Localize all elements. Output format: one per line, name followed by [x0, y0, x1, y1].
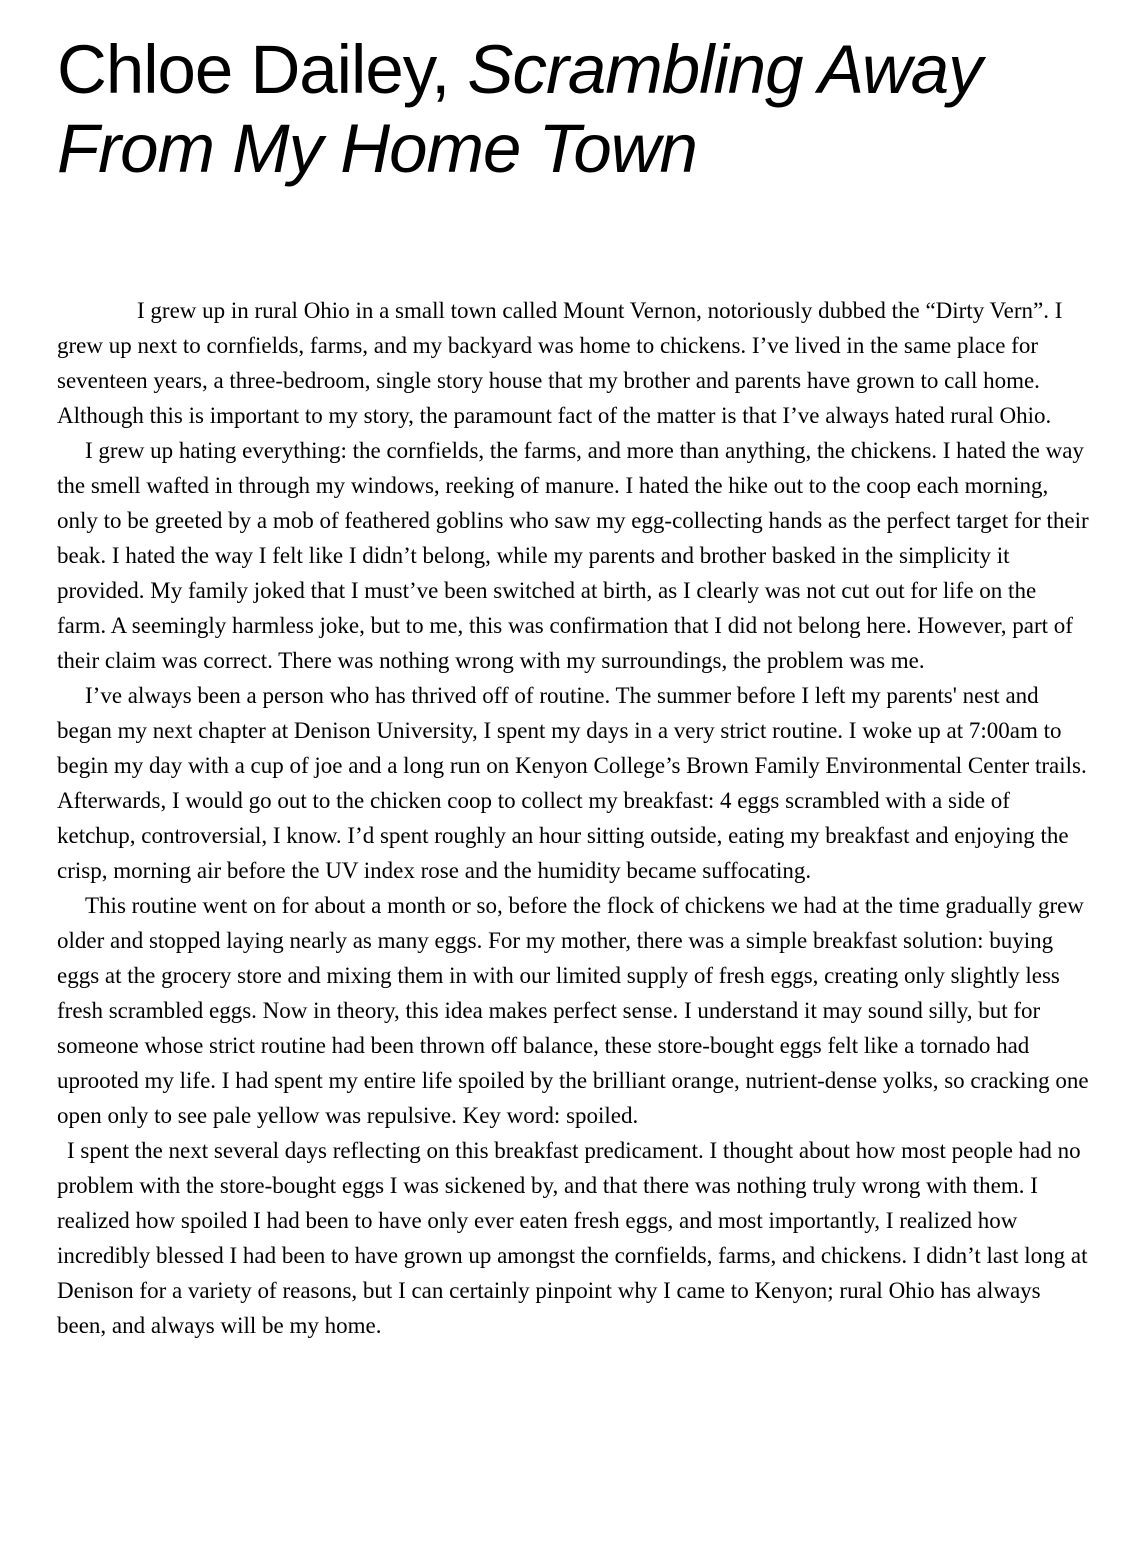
paragraph-2: I grew up hating everything: the cornfields, the farms, and more than anything, the chickens. I hated the way the smell wafted in through my windows, reeking of manure. I hated the hike out to the coop each morning, only to be greeted by a mob of feathered goblins who saw my egg-collecting hands as the perfect target for their beak. I hated the way I felt like I didn’t belong, while my parents and brother basked in the simplicity it provided. My family joked that I must’ve been switched at birth, as I clearly was not cut out for life on the farm. A seemingly harmless joke, but to me, this was confirmation that I did not belong here. However, part of their claim was correct. There was nothing wrong with my surroundings, the problem was me. [57, 438, 1089, 673]
paragraph-1: I grew up in rural Ohio in a small town called Mount Vernon, notoriously dubbed the “Dirty Vern”. I grew up next to cornfields, farms, and my backyard was home to chickens. I’ve lived in the same place for seventeen years, a three-bedroom, single story house that my brother and parents have grown to call home. Although this is important to my story, the paramount fact of the matter is that I’ve always hated rural Ohio. [57, 298, 1063, 428]
title-line-1 [57, 30, 982, 109]
title-work-part-1: Scrambling Away [467, 31, 982, 108]
paragraph-3: I’ve always been a person who has thrived off of routine. The summer before I left my parents' nest and began my next chapter at Denison University, I spent my days in a very strict routine. I woke up at 7:00am to begin my day with a cup of joe and a long run on Kenyon College’s Brown Family Environmental Center trails. Afterwards, I would go out to the chicken coop to collect my breakfast: 4 eggs scrambled with a side of ketchup, controversial, I know. I’d spent roughly an hour sitting outside, eating my breakfast and enjoying the crisp, morning air before the UV index rose and the humidity became suffocating. [57, 683, 1087, 883]
title-work-part-2: From My Home Town [57, 110, 697, 187]
paragraph-4: This routine went on for about a month or so, before the flock of chickens we had at the time gradually grew older and stopped laying nearly as many eggs. For my mother, there was a simple breakfast solution: buying eggs at the grocery store and mixing them in with our limited supply of fresh eggs, creating only slightly less fresh scrambled eggs. Now in theory, this idea makes perfect sense. I understand it may sound silly, but for someone whose strict routine had been thrown off balance, these store-bought eggs felt like a tornado had uprooted my life. I had spent my entire life spoiled by the brilliant orange, nutrient-dense yolks, so cracking one open only to see pale yellow was repulsive. Key word: spoiled. [57, 893, 1089, 1128]
title-author: Chloe Dailey, [57, 31, 468, 108]
document-body [57, 293, 1089, 1343]
paragraph-5: I spent the next several days reflecting on this breakfast predicament. I thought about how most people had no problem with the store-bought eggs I was sickened by, and that there was nothing truly wrong with them. I realized how spoiled I had been to have only ever eaten fresh eggs, and most importantly, I realized how incredibly blessed I had been to have grown up amongst the cornfields, farms, and chickens. I didn’t last long at Denison for a variety of reasons, but I can certainly pinpoint why I came to Kenyon; rural Ohio has always been, and always will be my home. [57, 1138, 1088, 1338]
page-title [57, 30, 982, 188]
